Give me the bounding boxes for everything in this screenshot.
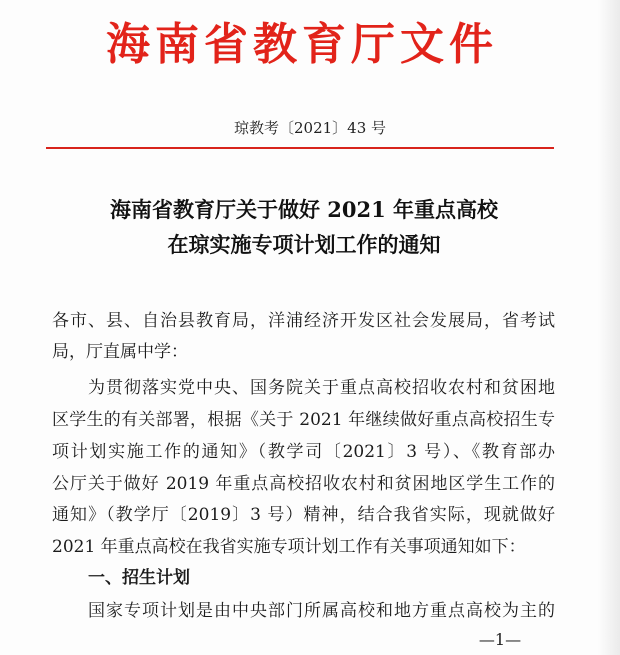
document-title-line-2: 在琼实施专项计划工作的通知 [167, 232, 441, 257]
paragraph-line: 公厅关于做好 2019 年重点高校招收农村和贫困地区学生工作的 [52, 474, 555, 494]
paragraph-line: 为贯彻落实党中央、国务院关于重点高校招收农村和贫困地 [88, 378, 555, 398]
addressee-line-2: 局，厅直属中学： [52, 342, 188, 362]
paragraph-line: 国家专项计划是由中央部门所属高校和地方重点高校为主的 [88, 601, 555, 621]
paragraph-line: 项计划实施工作的通知》（教学司〔2021〕3 号）、《教育部办 [52, 442, 555, 462]
page-number: —1— [478, 630, 522, 649]
issuing-authority-header: 海南省教育厅文件 [106, 19, 498, 70]
document-title-line-1: 海南省教育厅关于做好 2021 年重点高校 [109, 197, 499, 222]
paragraph-line: 区学生的有关部署，根据《关于 2021 年继续做好重点高校招生专 [52, 410, 555, 430]
document-body [52, 0, 555, 655]
scan-edge-shadow [598, 0, 620, 655]
section-heading: 一、招生计划 [88, 568, 190, 588]
addressee-line-1: 各市、县、自治县教育局，洋浦经济开发区社会发展局，省考试 [52, 311, 555, 331]
document-number: 琼教考〔2021〕43 号 [233, 119, 387, 137]
paragraph-line: 通知》（教学厅〔2019〕3 号）精神，结合我省实际，现就做好 [52, 505, 555, 525]
paragraph-line: 2021 年重点高校在我省实施专项计划工作有关事项通知如下： [52, 537, 526, 557]
